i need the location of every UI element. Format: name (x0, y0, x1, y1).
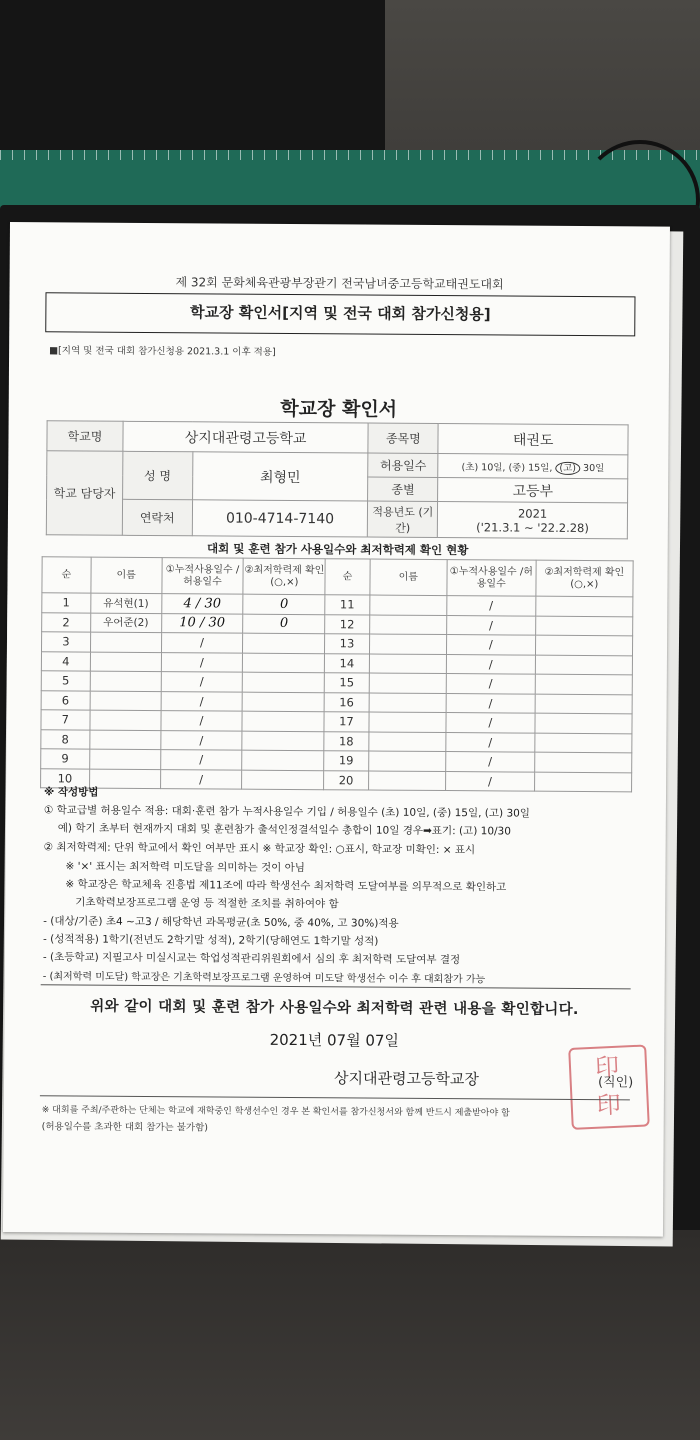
records-subtitle: 대회 및 훈련 참가 사용일수와 최저학력제 확인 현황 (207, 541, 469, 558)
row-name (368, 732, 446, 752)
staff-label: 학교 담당자 (46, 451, 122, 536)
row-check (243, 633, 325, 653)
row-check (243, 672, 325, 692)
footer-note-2: (허용일수를 초과한 대회 참가는 불가함) (41, 1121, 209, 1134)
signer-name: 상지대관령고등학교장 (333, 1069, 479, 1089)
row-days: / (161, 672, 243, 692)
guide-line: - (대상/기준) 초4 ~고3 / 해당학년 과목평균(초 50%, 중 40%, 고 30%)적용 (43, 915, 399, 930)
row-check (535, 694, 633, 714)
super-title: 제 32회 문화체육관광부장관기 전국남녀중고등학교태권도대회 (175, 275, 504, 292)
row-days: / (447, 596, 536, 616)
row-name (369, 595, 447, 615)
period-value: ('21.3.1 ~ '22.2.28) (476, 519, 589, 535)
row-days: / (446, 732, 535, 752)
row-name (369, 712, 447, 732)
col-name-left: 이름 (91, 557, 162, 593)
row-name (369, 693, 447, 713)
row-no: 2 (42, 612, 91, 632)
col-no-right: 순 (325, 559, 370, 595)
row-days: / (447, 635, 536, 655)
event-label: 종목명 (368, 423, 438, 453)
row-no: 15 (325, 673, 369, 693)
guide-line: ② 최저학력제: 단위 학교에서 확인 여부만 표시 ※ 학교장 확인: ○표시, 학교장 미확인: × 표시 (43, 841, 476, 857)
guide-line: ※ 학교장은 학교체육 진흥법 제11조에 따라 학생선수 최저학력 도달여부를 의무적으로 확인하고 (65, 878, 507, 894)
row-check (534, 772, 632, 792)
row-name (90, 652, 161, 672)
name-label: 성 명 (122, 451, 192, 499)
row-days: / (161, 652, 243, 672)
school-info-table (46, 420, 629, 539)
row-check (535, 596, 633, 616)
box-title: 학교장 확인서[지역 및 전국 대회 참가신청용] (189, 303, 491, 324)
event-value: 태권도 (438, 423, 628, 454)
row-name: 유석현(1) (90, 593, 161, 613)
col-days-left: ①누적사용일수 /허용일수 (161, 558, 243, 595)
guide-line: ※ '×' 표시는 최저학력 미도달을 의미하는 것이 아님 (65, 860, 305, 875)
row-name (90, 691, 161, 711)
guide-line: 예) 학기 초부터 현재까지 대회 및 훈련참가 출석인정결석일수 총합이 10일 경우➡표기: (고) 10/30 (57, 822, 511, 838)
row-check (534, 733, 632, 753)
confirmation-date: 2021년 07월 07일 (269, 1030, 400, 1050)
confirmation-statement: 위와 같이 대회 및 훈련 참가 사용일수와 최저학력 관련 내용을 확인합니다. (90, 998, 579, 1018)
row-no: 20 (324, 770, 368, 790)
applicability-note: ■[지역 및 전국 대회 참가신청용 2021.3.1 이후 적용] (49, 345, 276, 358)
records-table (40, 556, 634, 792)
contact-label: 연락처 (122, 499, 192, 535)
main-title: 학교장 확인서 (280, 397, 398, 421)
name-value: 최형민 (192, 452, 368, 501)
row-check (534, 752, 632, 772)
allow-value (438, 453, 628, 478)
row-check (242, 770, 324, 790)
row-check: 0 (243, 594, 325, 614)
row-no: 19 (324, 751, 368, 771)
allow-prefix: (초) 10일, (중) 15일, (461, 461, 553, 474)
footer-note: ※ 대회를 주최/주관하는 단체는 학교에 재학중인 학생선수인 경우 본 확인서를 참가신청서와 함께 반드시 제출받아야 함 (41, 1105, 510, 1119)
row-name (90, 671, 161, 691)
row-check (242, 692, 324, 712)
allow-suffix: 30일 (583, 462, 605, 474)
row-days: / (160, 750, 242, 770)
row-days: / (161, 633, 243, 653)
row-check (242, 731, 324, 751)
seal-mark: (직인) (597, 1075, 634, 1091)
row-no: 12 (325, 614, 369, 634)
row-name (369, 634, 447, 654)
row-no: 10 (41, 768, 90, 788)
division-value: 고등부 (438, 477, 628, 502)
col-check-right: ②최저학력제 확인(○,×) (535, 560, 633, 597)
row-check (535, 713, 633, 733)
title-box (45, 292, 635, 336)
row-check (242, 750, 324, 770)
row-name (89, 769, 160, 789)
row-check (535, 616, 633, 636)
year-value: 2021 (517, 506, 548, 521)
row-no: 4 (41, 651, 90, 671)
row-no: 13 (325, 634, 369, 654)
row-check: 0 (243, 614, 325, 634)
row-days: / (446, 654, 535, 674)
row-name (90, 632, 161, 652)
row-name (89, 749, 160, 769)
row-no: 17 (324, 712, 368, 732)
allow-label: 허용일수 (368, 453, 438, 477)
row-no: 6 (41, 690, 90, 710)
guide-line: - (초등학교) 지필고사 미실시교는 학업성적관리위원회에서 심의 후 최저학력 도달여부 결정 (42, 951, 461, 967)
row-name (368, 751, 446, 771)
row-days: / (446, 693, 535, 713)
row-name: 우어준(2) (90, 613, 161, 633)
row-no: 7 (41, 710, 90, 730)
contact-value: 010-4714-7140 (192, 500, 368, 537)
row-no: 14 (325, 653, 369, 673)
col-check-left: ②최저학력제 확인(○,×) (243, 558, 325, 595)
divider (40, 1095, 630, 1100)
row-days: / (160, 730, 242, 750)
row-days: 4 / 30 (161, 594, 243, 614)
row-name (369, 615, 447, 635)
row-days: / (447, 615, 536, 635)
guide-line: - (최저학력 미도달) 학교장은 기초학력보장프로그램 운영하여 미도달 학생선수 이수 후 대회참가 가능 (42, 971, 486, 986)
school-label: 학교명 (47, 421, 123, 452)
row-name (90, 730, 161, 750)
row-no: 18 (324, 731, 368, 751)
row-name (90, 710, 161, 730)
school-value: 상지대관령고등학교 (123, 421, 369, 453)
row-no: 8 (41, 729, 90, 749)
row-no: 11 (325, 595, 369, 615)
allow-circled: (고) (555, 461, 580, 474)
row-no: 9 (41, 749, 90, 769)
row-days: / (446, 713, 535, 733)
col-no-left: 순 (42, 557, 91, 593)
guide-heading: ※ 작성방법 (43, 786, 99, 799)
year-cell (438, 501, 628, 538)
row-no: 1 (42, 593, 91, 613)
folder-lower-area (0, 1230, 700, 1440)
row-days: / (446, 771, 535, 791)
divider (41, 984, 631, 989)
row-days: / (446, 752, 535, 772)
row-no: 3 (42, 632, 91, 652)
row-days: / (446, 674, 535, 694)
row-name (369, 654, 447, 674)
row-check (535, 655, 633, 675)
guide-line: 기초학력보장프로그램 운영 등 적절한 조치를 취하여야 함 (75, 896, 339, 911)
guide-line: - (성적적용) 1학기(전년도 2학기말 성적), 2학기(당해연도 1학기말 성적) (42, 933, 379, 948)
row-check (242, 711, 324, 731)
year-label: 적용년도 (기간) (368, 501, 438, 537)
row-name (369, 673, 447, 693)
row-no: 16 (324, 692, 368, 712)
row-days: / (160, 769, 242, 789)
col-name-right: 이름 (369, 559, 447, 596)
row-check (535, 674, 633, 694)
row-check (535, 635, 633, 655)
document-page (3, 222, 670, 1237)
row-check (243, 653, 325, 673)
col-days-right: ①누적사용일수 /허용일수 (447, 560, 536, 597)
row-name (368, 771, 446, 791)
row-days: / (160, 711, 242, 731)
row-days: 10 / 30 (161, 613, 243, 633)
row-no: 5 (41, 671, 90, 691)
guide-line: ① 학교급별 허용일수 적용: 대회·훈련 참가 누적사용일수 기입 / 허용일수 (초) 10일, (중) 15일, (고) 30일 (43, 804, 531, 820)
official-seal-stamp: 印 印 (568, 1044, 650, 1129)
division-label: 종별 (368, 477, 438, 501)
row-days: / (161, 691, 243, 711)
table-row (41, 768, 632, 792)
